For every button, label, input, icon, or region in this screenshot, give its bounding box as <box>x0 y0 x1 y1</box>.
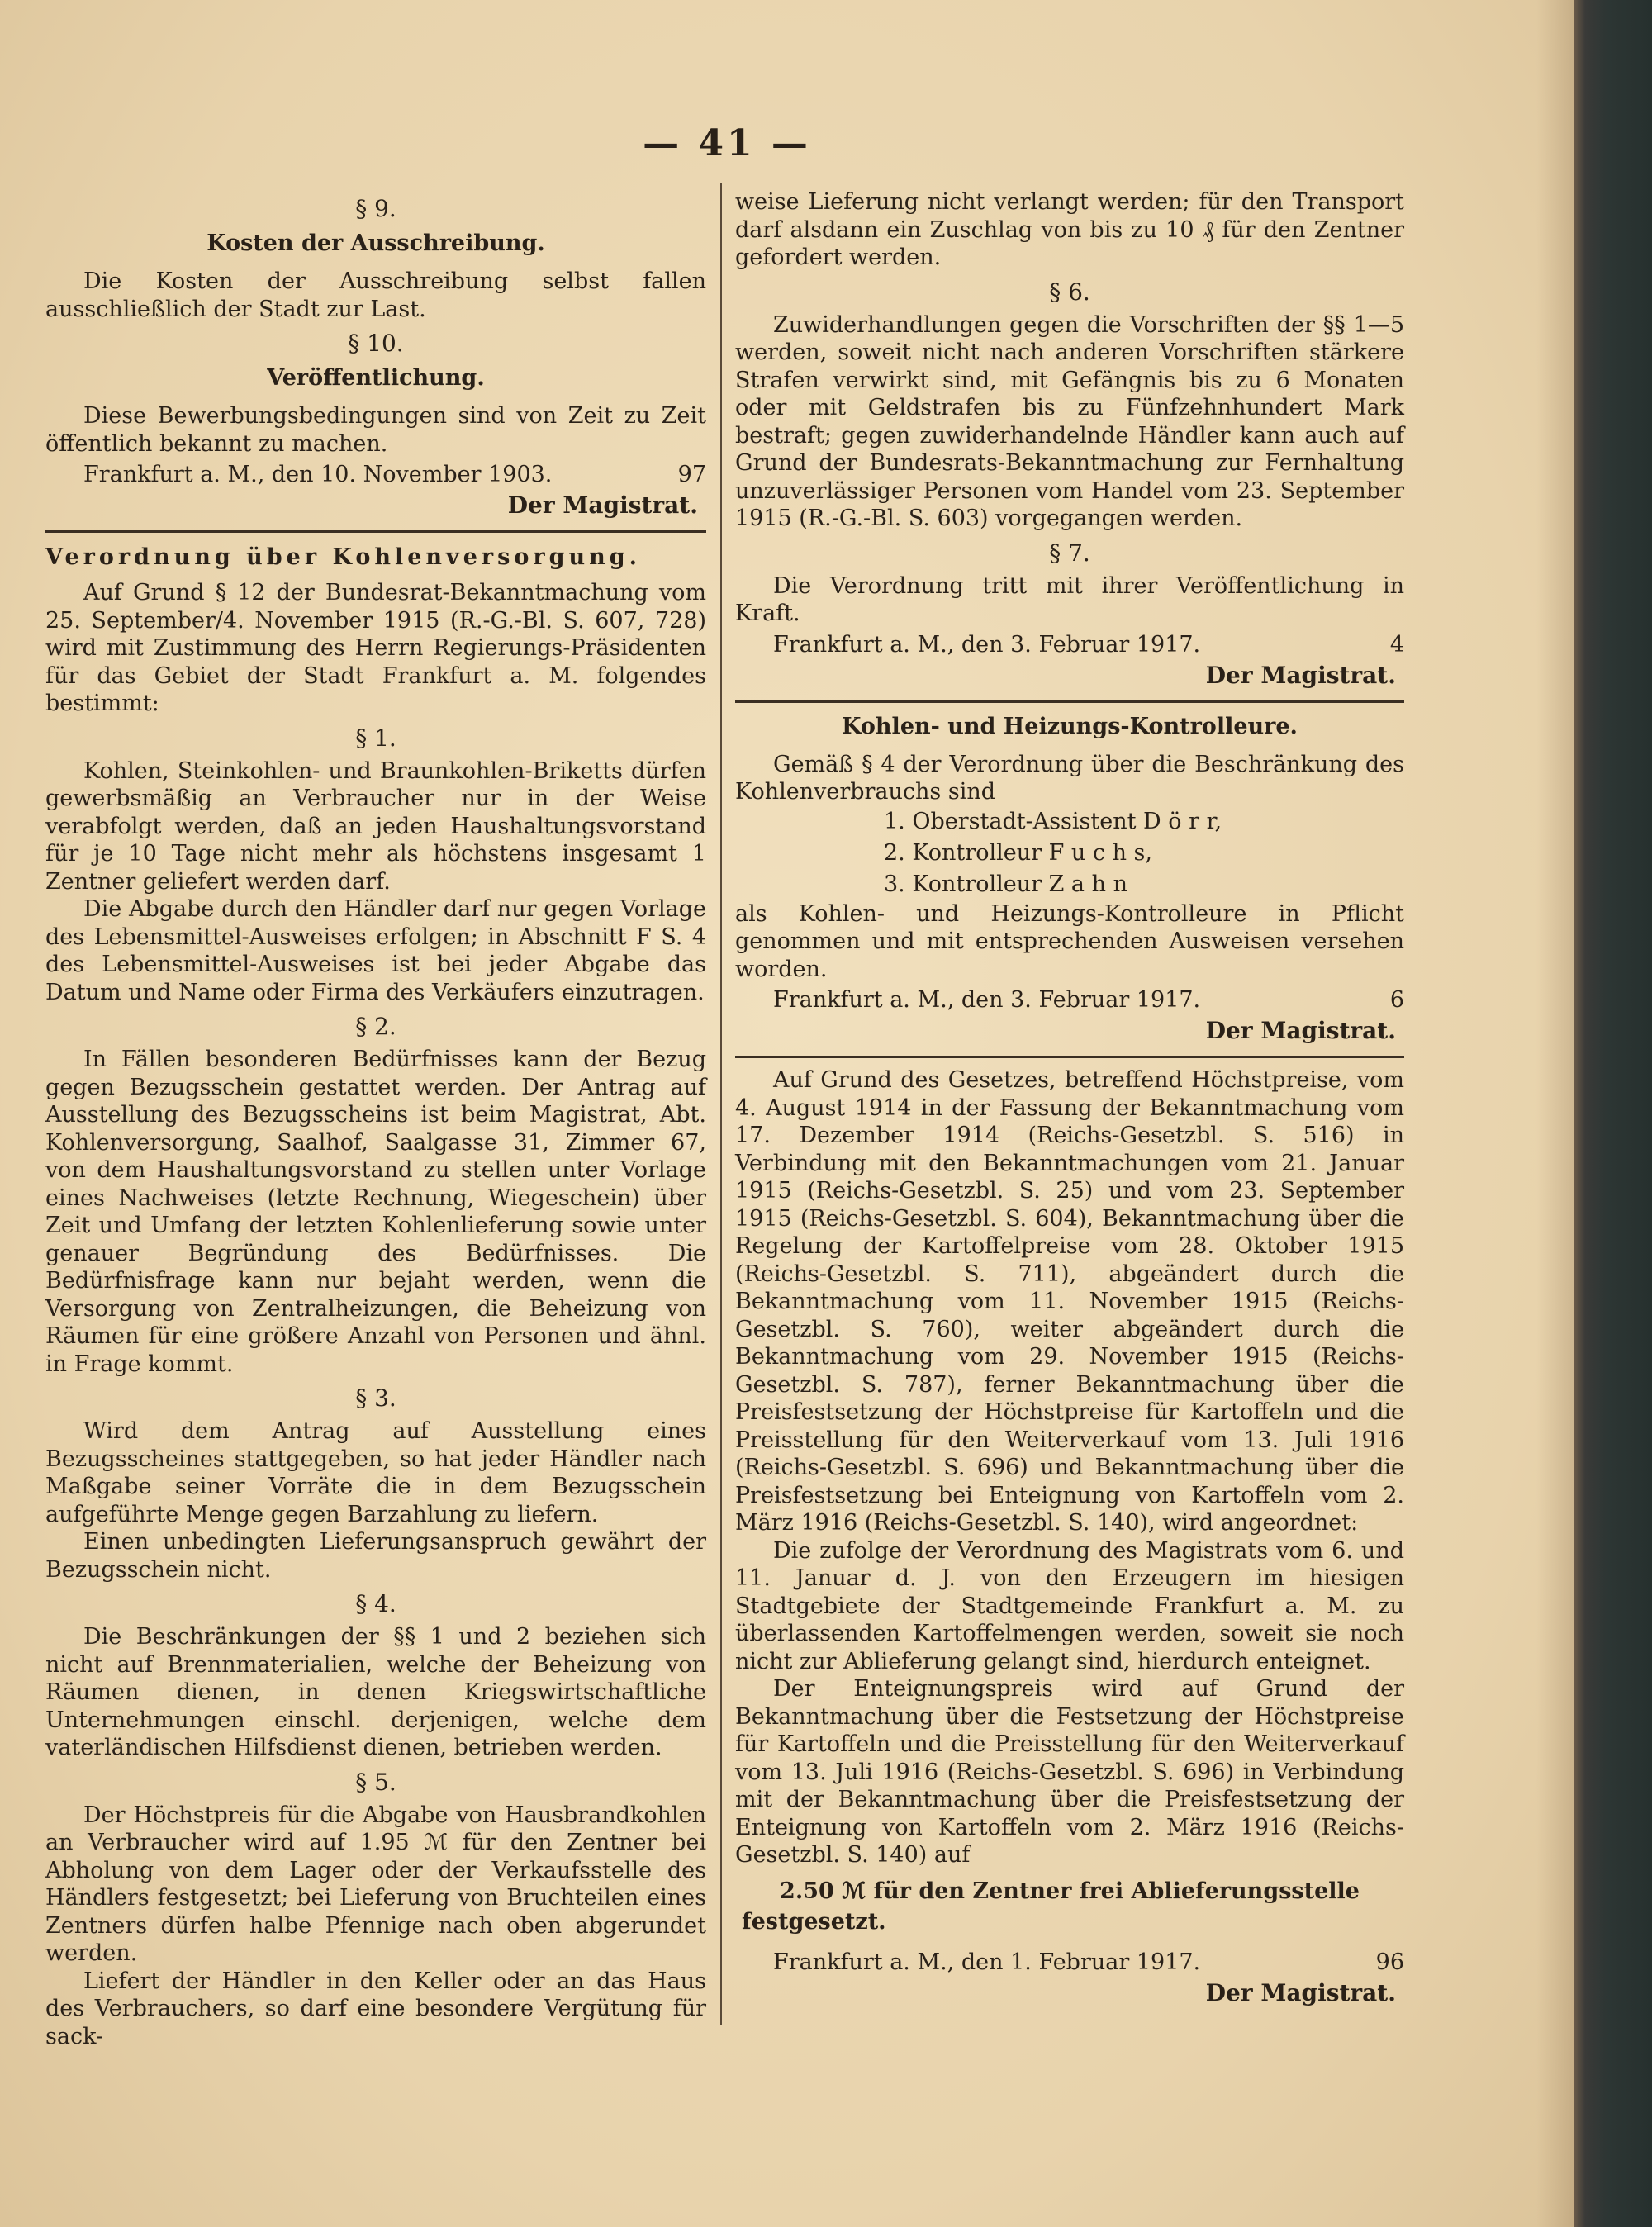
section-heading: § 2. <box>355 1013 396 1040</box>
paragraph: weise Lieferung nicht verlangt werden; für den Transport darf alsdann ein Zuschlag von bis zu 10 ₰ für den Zentner gefordert werden. <box>735 189 1404 270</box>
price-fixed: festgesetzt. <box>742 1908 886 1935</box>
paragraph: Die zufolge der Verordnung des Magistrats vom 6. und 11. Januar d. J. von den Erzeugern im hiesigen Stadtgebiete der Stadtgemeinde Frankfurt a. M. zu überlassenden Kartoffelmengen werden, soweit sie noch nicht zur Ablieferung gelangt sind, hierdurch enteignet. <box>735 1537 1404 1674</box>
paragraph: als Kohlen- und Heizungs-Kontrolleure in Pflicht genommen und mit entsprechenden Ausweisen versehen worden. <box>735 900 1404 982</box>
right-column <box>735 188 1404 2015</box>
paragraph: Die Beschränkungen der §§ 1 und 2 beziehen sich nicht auf Brennmaterialien, welche der Beheizung von Räumen dienen, in denen Kriegswirtschaftliche Unternehmungen einschl. derjenigen, welche dem vaterländischen Hilfsdienst dienen, betrieben werden. <box>45 1624 706 1760</box>
notice-number: 96 <box>1375 1949 1404 1975</box>
section-heading: § 10. <box>348 330 404 357</box>
page-edge-shadow <box>1536 0 1574 2227</box>
notice-number: 97 <box>677 462 706 487</box>
paragraph: Wird dem Antrag auf Ausstellung eines Bezugsscheines stattgegeben, so hat jeder Händler nach Maßgabe seiner Vorräte die in dem Bezugsschein aufgeführte Menge gegen Barzahlung zu liefern. <box>45 1418 706 1527</box>
notice-number: 6 <box>1389 987 1404 1013</box>
section-heading: § 4. <box>355 1590 396 1617</box>
paragraph: In Fällen besonderen Bedürfnisses kann der Bezug gegen Bezugsschein gestattet werden. Der Antrag auf Ausstellung des Bezugsscheins ist beim Magistrat, Abt. Kohlenversorgung, Saalhof, Saalgasse 31, Zimmer 67, von dem Haushaltungsvorstand zu stellen unter Vorlage eines Nachweises (letzte Rechnung, Wiegeschein) über Zeit und Umfang der letzten Kohlenlieferung sowie unter genauer Begründung des Bedürfnisses. Die Bedürfnisfrage kann nur bejaht werden, wenn die Versorgung von Zentralheizungen, die Beheizung von Räumen für eine größere Anzahl von Personen und ähnl. in Frage kommt. <box>45 1047 706 1377</box>
signature-line <box>735 631 1404 659</box>
signature-line <box>45 461 706 489</box>
paragraph: Liefert der Händler in den Keller oder an das Haus des Verbrauchers, so darf eine besondere Vergütung für sack- <box>45 1968 706 2049</box>
section-heading: § 6. <box>1049 278 1090 306</box>
section-heading: § 7. <box>1049 539 1090 567</box>
notice-number: 4 <box>1389 631 1404 658</box>
section-heading: § 1. <box>355 724 396 752</box>
price-statement: 2.50 ℳ für den Zentner frei Ablieferungsstelle <box>780 1878 1360 1904</box>
section-heading: § 3. <box>355 1384 396 1412</box>
column-divider <box>720 183 722 2025</box>
paragraph: Der Enteignungspreis wird auf Grund der Bekanntmachung über die Festsetzung der Höchstpreise für Kartoffeln und die Preisstellung für den Weiterverkauf vom 13. Juli 1916 (Reichs-Gesetzbl. S. 696) in Verbindung mit der Bekanntmachung über die Preisfestsetzung der Enteignung von Kartoffeln vom 2. März 1916 (Reichs-Gesetzbl. S. 140) auf <box>735 1676 1404 1868</box>
signature-place-date: Frankfurt a. M., den 10. November 1903. <box>83 462 553 487</box>
signature: Der Magistrat. <box>507 491 698 519</box>
section-heading: § 9. <box>355 195 396 222</box>
horizontal-rule <box>735 1056 1404 1058</box>
paragraph: Die Verordnung tritt mit ihrer Veröffentlichung in Kraft. <box>735 572 1404 626</box>
signature-place-date: Frankfurt a. M., den 1. Februar 1917. <box>773 1949 1201 1975</box>
paragraph: Zuwiderhandlungen gegen die Vorschriften der §§ 1—5 werden, soweit nicht nach anderen Vorschriften stärkere Strafen verwirkt sind, mit Gefängnis bis zu 6 Monaten oder mit Geldstrafen bis zu Fünfzehnhundert Mark bestraft; gegen zuwiderhandelnde Händler kann auch auf Grund der Bundesrats-Bekanntmachung zur Fernhaltung unzuverlässiger Personen vom Handel vom 23. September 1915 (R.-G.-Bl. S. 603) vorgegangen werden. <box>735 311 1404 531</box>
paragraph: Auf Grund § 12 der Bundesrat-Bekanntmachung vom 25. September/4. November 1915 (R.-G.-Bl. S. 607, 728) wird mit Zustimmung des Herrn Regierungs-Präsidenten für das Gebiet der Stadt Frankfurt a. M. folgendes bestimmt: <box>45 580 706 716</box>
paragraph: Einen unbedingten Lieferungsanspruch gewährt der Bezugsschein nicht. <box>45 1529 706 1583</box>
signature-place-date: Frankfurt a. M., den 3. Februar 1917. <box>773 631 1201 658</box>
left-column <box>45 188 706 2050</box>
paragraph: Der Höchstpreis für die Abgabe von Hausbrandkohlen an Verbraucher wird auf 1.95 ℳ für den Zentner bei Abholung von dem Lager oder der Verkaufsstelle des Händlers festgesetzt; bei Lieferung von Bruchteilen eines Zentners dürfen halbe Pfennige nach oben abgerundet werden. <box>45 1802 706 1966</box>
signature: Der Magistrat. <box>1205 1017 1396 1044</box>
paragraph: Gemäß § 4 der Verordnung über die Beschränkung des Kohlenverbrauchs sind <box>735 751 1404 805</box>
signature-place-date: Frankfurt a. M., den 3. Februar 1917. <box>773 987 1201 1013</box>
signature-line <box>735 986 1404 1014</box>
ordinance-title: Verordnung über Kohlenversorgung. <box>45 544 641 570</box>
list-item: 1. Oberstadt-Assistent D ö r r, <box>884 808 1222 834</box>
paragraph: Kohlen, Steinkohlen- und Braunkohlen-Briketts dürfen gewerbsmäßig an Verbraucher nur in der Weise verabfolgt werden, daß an jeden Haushaltungsvorstand für je 10 Tage nicht mehr als höchstens insgesamt 1 Zentner geliefert werden darf. <box>45 757 706 895</box>
list-item: 3. Kontrolleur Z a h n <box>884 871 1127 897</box>
signature-line <box>735 1949 1404 1977</box>
paragraph: Die Abgabe durch den Händler darf nur gegen Vorlage des Lebensmittel-Ausweises erfolgen; in Abschnitt F S. 4 des Lebensmittel-Ausweises ist bei jeder Abgabe das Datum und Name oder Firma des Verkäufers einzutragen. <box>45 896 706 1005</box>
section-title: Veröffentlichung. <box>267 365 485 391</box>
paragraph: Die Kosten der Ausschreibung selbst fallen ausschließlich der Stadt zur Last. <box>45 268 706 322</box>
signature: Der Magistrat. <box>1205 661 1396 689</box>
paragraph: Diese Bewerbungsbedingungen sind von Zeit zu Zeit öffentlich bekannt zu machen. <box>45 403 706 457</box>
book-binding-edge <box>1574 0 1652 2227</box>
list-item: 2. Kontrolleur F u c h s, <box>884 839 1152 866</box>
signature: Der Magistrat. <box>1205 1978 1396 2006</box>
horizontal-rule <box>45 530 706 533</box>
paragraph: Auf Grund des Gesetzes, betreffend Höchstpreise, vom 4. August 1914 in der Fassung der Bekanntmachung vom 17. Dezember 1914 (Reichs-Gesetzbl. S. 516) in Verbindung mit den Bekanntmachungen vom 21. Januar 1915 (Reichs-Gesetzbl. S. 25) und vom 23. September 1915 (Reichs-Gesetzbl. S. 604), Bekanntmachung über die Regelung der Kartoffelpreise vom 28. Oktober 1915 (Reichs-Gesetzbl. S. 711), abgeändert durch die Bekanntmachung vom 11. November 1915 (Reichs-Gesetzbl. S. 760), weiter abgeändert durch die Bekanntmachung vom 29. November 1915 (Reichs-Gesetzbl. S. 787), ferner Bekanntmachung über die Preisfestsetzung der Höchstpreise für Kartoffeln und die Preisstellung für den Weiterverkauf vom 13. Juli 1916 (Reichs-Gesetzbl. S. 696) und Bekanntmachung über die Preisfestsetzung bei Enteignung von Kartoffeln vom 2. März 1916 (Reichs-Gesetzbl. S. 140), wird angeordnet: <box>735 1067 1404 1536</box>
horizontal-rule <box>735 700 1404 703</box>
section-title: Kosten der Ausschreibung. <box>206 230 545 256</box>
section-heading: § 5. <box>355 1768 396 1796</box>
section-title: Kohlen- und Heizungs-Kontrolleure. <box>842 713 1298 739</box>
page-number: — 41 — <box>643 122 811 164</box>
